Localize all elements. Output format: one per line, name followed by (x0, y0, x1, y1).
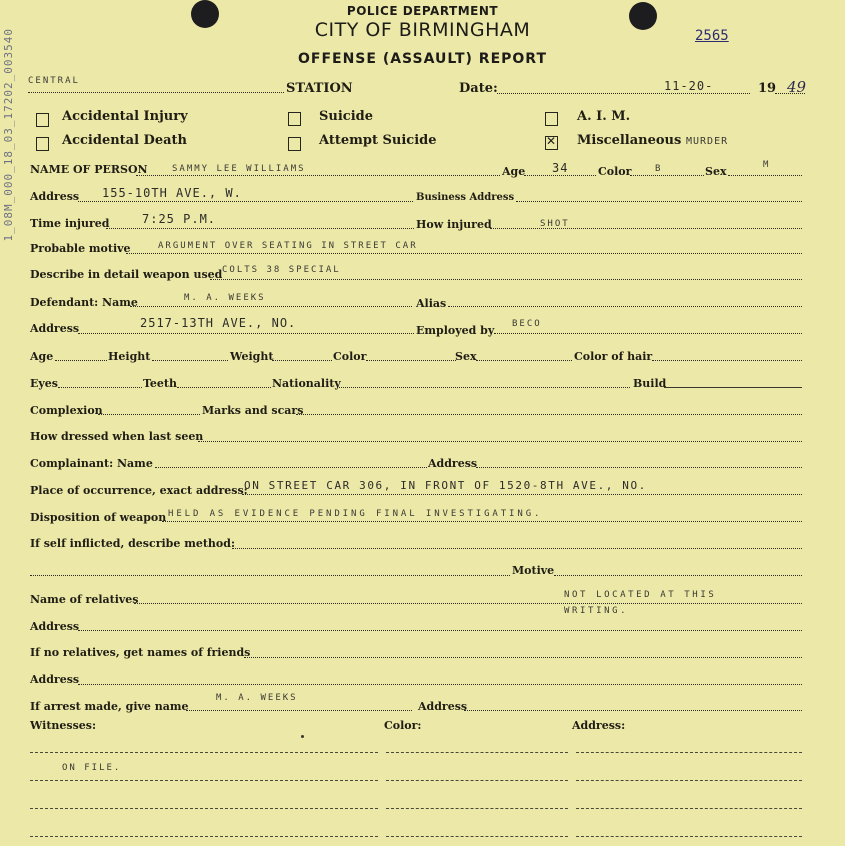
witness-address-label: Address: (572, 719, 626, 732)
def-sex-label: Sex (455, 350, 477, 363)
weapon-value: COLTS 38 SPECIAL (222, 265, 341, 275)
how-injured-line (490, 228, 802, 229)
employed-by-label: Employed by (416, 324, 495, 337)
how-injured-label: How injured (416, 218, 492, 231)
defendant-address-line (78, 333, 414, 334)
teeth-line (177, 387, 271, 388)
name-line (136, 175, 500, 176)
date-label: Date: (459, 81, 498, 96)
def-age-label: Age (30, 350, 54, 363)
height-label: Height (108, 350, 151, 363)
side-stamp: 1_08M_000_18_03_17202_003540 (2, 28, 15, 242)
aim-checkbox[interactable] (545, 112, 558, 126)
color-value: B (655, 164, 663, 174)
witness-row-4-color (386, 836, 568, 837)
witness-row-3-name (30, 808, 378, 809)
miscellaneous-label: Miscellaneous (577, 133, 682, 148)
disposition-label: Disposition of weapon (30, 511, 167, 524)
probable-motive-value: ARGUMENT OVER SEATING IN STREET CAR (158, 241, 418, 251)
nationality-line (337, 387, 630, 388)
witnesses-label: Witnesses: (30, 719, 97, 732)
station-label: STATION (286, 81, 353, 96)
witness-row-1-color (386, 752, 568, 753)
def-sex-line (476, 360, 572, 361)
address-label: Address (30, 190, 80, 203)
witness-row-1-name (30, 752, 378, 753)
complexion-label: Complexion (30, 404, 103, 417)
suicide-label: Suicide (319, 109, 373, 124)
employed-by-value: BECO (512, 319, 542, 329)
alias-label: Alias (416, 297, 447, 310)
date-line (497, 93, 750, 94)
motive-line (554, 575, 802, 576)
witness-table-mark (301, 735, 304, 738)
witnesses-value: ON FILE. (62, 763, 122, 773)
complainant-address-line (476, 467, 802, 468)
height-line (152, 360, 228, 361)
defendant-name-value: M. A. WEEKS (184, 293, 266, 303)
witness-row-1-address (576, 752, 802, 753)
time-injured-line (106, 228, 414, 229)
report-title: OFFENSE (ASSAULT) REPORT (297, 51, 547, 67)
aim-label: A. I. M. (577, 109, 631, 124)
friends-address-label: Address (30, 673, 80, 686)
friends-address-line (78, 684, 802, 685)
witness-row-3-color (386, 808, 568, 809)
report-number: 2565 (695, 28, 729, 44)
disposition-line (162, 521, 802, 522)
relatives-line (134, 603, 802, 604)
place-label: Place of occurrence, exact address: (30, 484, 248, 497)
complainant-line (155, 467, 427, 468)
defendant-address-value: 2517-13TH AVE., NO. (140, 316, 297, 330)
disposition-value: HELD AS EVIDENCE PENDING FINAL INVESTIGATING. (168, 509, 543, 519)
build-line (664, 387, 802, 388)
address-value: 155-10TH AVE., W. (102, 186, 242, 200)
date-year-prefix: 19 (758, 81, 777, 96)
def-age-line (55, 360, 107, 361)
dressed-label: How dressed when last seen (30, 430, 204, 443)
relatives-value-2: WRITING. (564, 606, 629, 616)
city-title: CITY OF BIRMINGHAM (314, 19, 531, 41)
relatives-address-line (78, 630, 802, 631)
time-injured-label: Time injured (30, 217, 110, 230)
accidental-death-checkbox[interactable] (36, 137, 49, 151)
age-value: 34 (552, 161, 569, 175)
marks-label: Marks and scars (202, 404, 304, 417)
arrest-address-label: Address (418, 700, 468, 713)
attempt-suicide-label: Attempt Suicide (319, 133, 437, 148)
witness-row-2-name (30, 780, 378, 781)
witness-row-2-color (386, 780, 568, 781)
sex-label: Sex (705, 165, 727, 178)
accidental-death-label: Accidental Death (62, 133, 187, 148)
how-injured-value: SHOT (540, 219, 570, 229)
witness-row-4-name (30, 836, 378, 837)
color-line (630, 175, 704, 176)
defendant-name-line (130, 306, 412, 307)
date-value: 11-20- (664, 79, 714, 93)
eyes-line (58, 387, 142, 388)
accidental-injury-checkbox[interactable] (36, 113, 49, 127)
time-injured-value: 7:25 P.M. (142, 212, 217, 226)
arrest-label: If arrest made, give name (30, 700, 189, 713)
def-color-label: Color (333, 350, 367, 363)
sex-value: M (763, 160, 771, 170)
relatives-address-label: Address (30, 620, 80, 633)
hair-label: Color of hair (574, 350, 653, 363)
complexion-line (98, 414, 200, 415)
station-value: CENTRAL (28, 76, 80, 86)
motive-lead-line (30, 575, 510, 576)
probable-motive-line (126, 253, 802, 254)
business-address-label: Business Address (416, 192, 515, 203)
relatives-value-1: NOT LOCATED AT THIS (564, 590, 717, 600)
friends-line (244, 657, 802, 658)
marks-line (296, 414, 802, 415)
miscellaneous-checkbox[interactable] (545, 136, 558, 150)
accidental-injury-label: Accidental Injury (62, 109, 188, 124)
self-inflicted-line (232, 548, 802, 549)
place-line (242, 494, 802, 495)
station-line (28, 92, 284, 93)
suicide-checkbox[interactable] (288, 112, 301, 126)
arrest-value: M. A. WEEKS (216, 693, 298, 703)
alias-line (448, 306, 802, 307)
weapon-line (210, 279, 802, 280)
miscellaneous-note: MURDER (686, 136, 729, 147)
friends-label: If no relatives, get names of friends (30, 646, 251, 659)
arrest-address-line (464, 710, 802, 711)
nationality-label: Nationality (272, 377, 341, 390)
dressed-line (198, 441, 802, 442)
department-title: POLICE DEPARTMENT (346, 4, 499, 18)
address-line (78, 201, 413, 202)
name-of-person-label: NAME OF PERSON (30, 163, 148, 176)
witness-row-4-address (576, 836, 802, 837)
eyes-label: Eyes (30, 377, 58, 390)
business-address-line (516, 201, 802, 202)
complainant-label: Complainant: Name (30, 457, 153, 470)
place-value: ON STREET CAR 306, IN FRONT OF 1520-8TH AVE., NO. (244, 479, 647, 492)
date-year-suffix: 49 (787, 78, 807, 96)
hair-line (652, 360, 802, 361)
teeth-label: Teeth (143, 377, 177, 390)
self-inflicted-label: If self inflicted, describe method: (30, 537, 235, 550)
arrest-line (186, 710, 412, 711)
sex-line (728, 175, 802, 176)
age-label: Age (502, 165, 526, 178)
witness-row-2-address (576, 780, 802, 781)
relatives-label: Name of relatives (30, 593, 139, 606)
witness-row-3-address (576, 808, 802, 809)
defendant-address-label: Address (30, 322, 80, 335)
color-label: Color (598, 165, 632, 178)
witness-color-label: Color: (384, 719, 422, 732)
weight-line (272, 360, 332, 361)
def-color-line (366, 360, 456, 361)
weapon-label: Describe in detail weapon used (30, 268, 223, 281)
motive-label: Motive (512, 564, 555, 577)
name-of-person-value: SAMMY LEE WILLIAMS (172, 164, 306, 174)
build-label: Build (633, 377, 667, 390)
attempt-suicide-checkbox[interactable] (288, 137, 301, 151)
defendant-name-label: Defendant: Name (30, 296, 138, 309)
probable-motive-label: Probable motive (30, 242, 131, 255)
age-line (524, 175, 596, 176)
complainant-address-label: Address (428, 457, 478, 470)
employed-by-line (494, 333, 802, 334)
weight-label: Weight (230, 350, 274, 363)
